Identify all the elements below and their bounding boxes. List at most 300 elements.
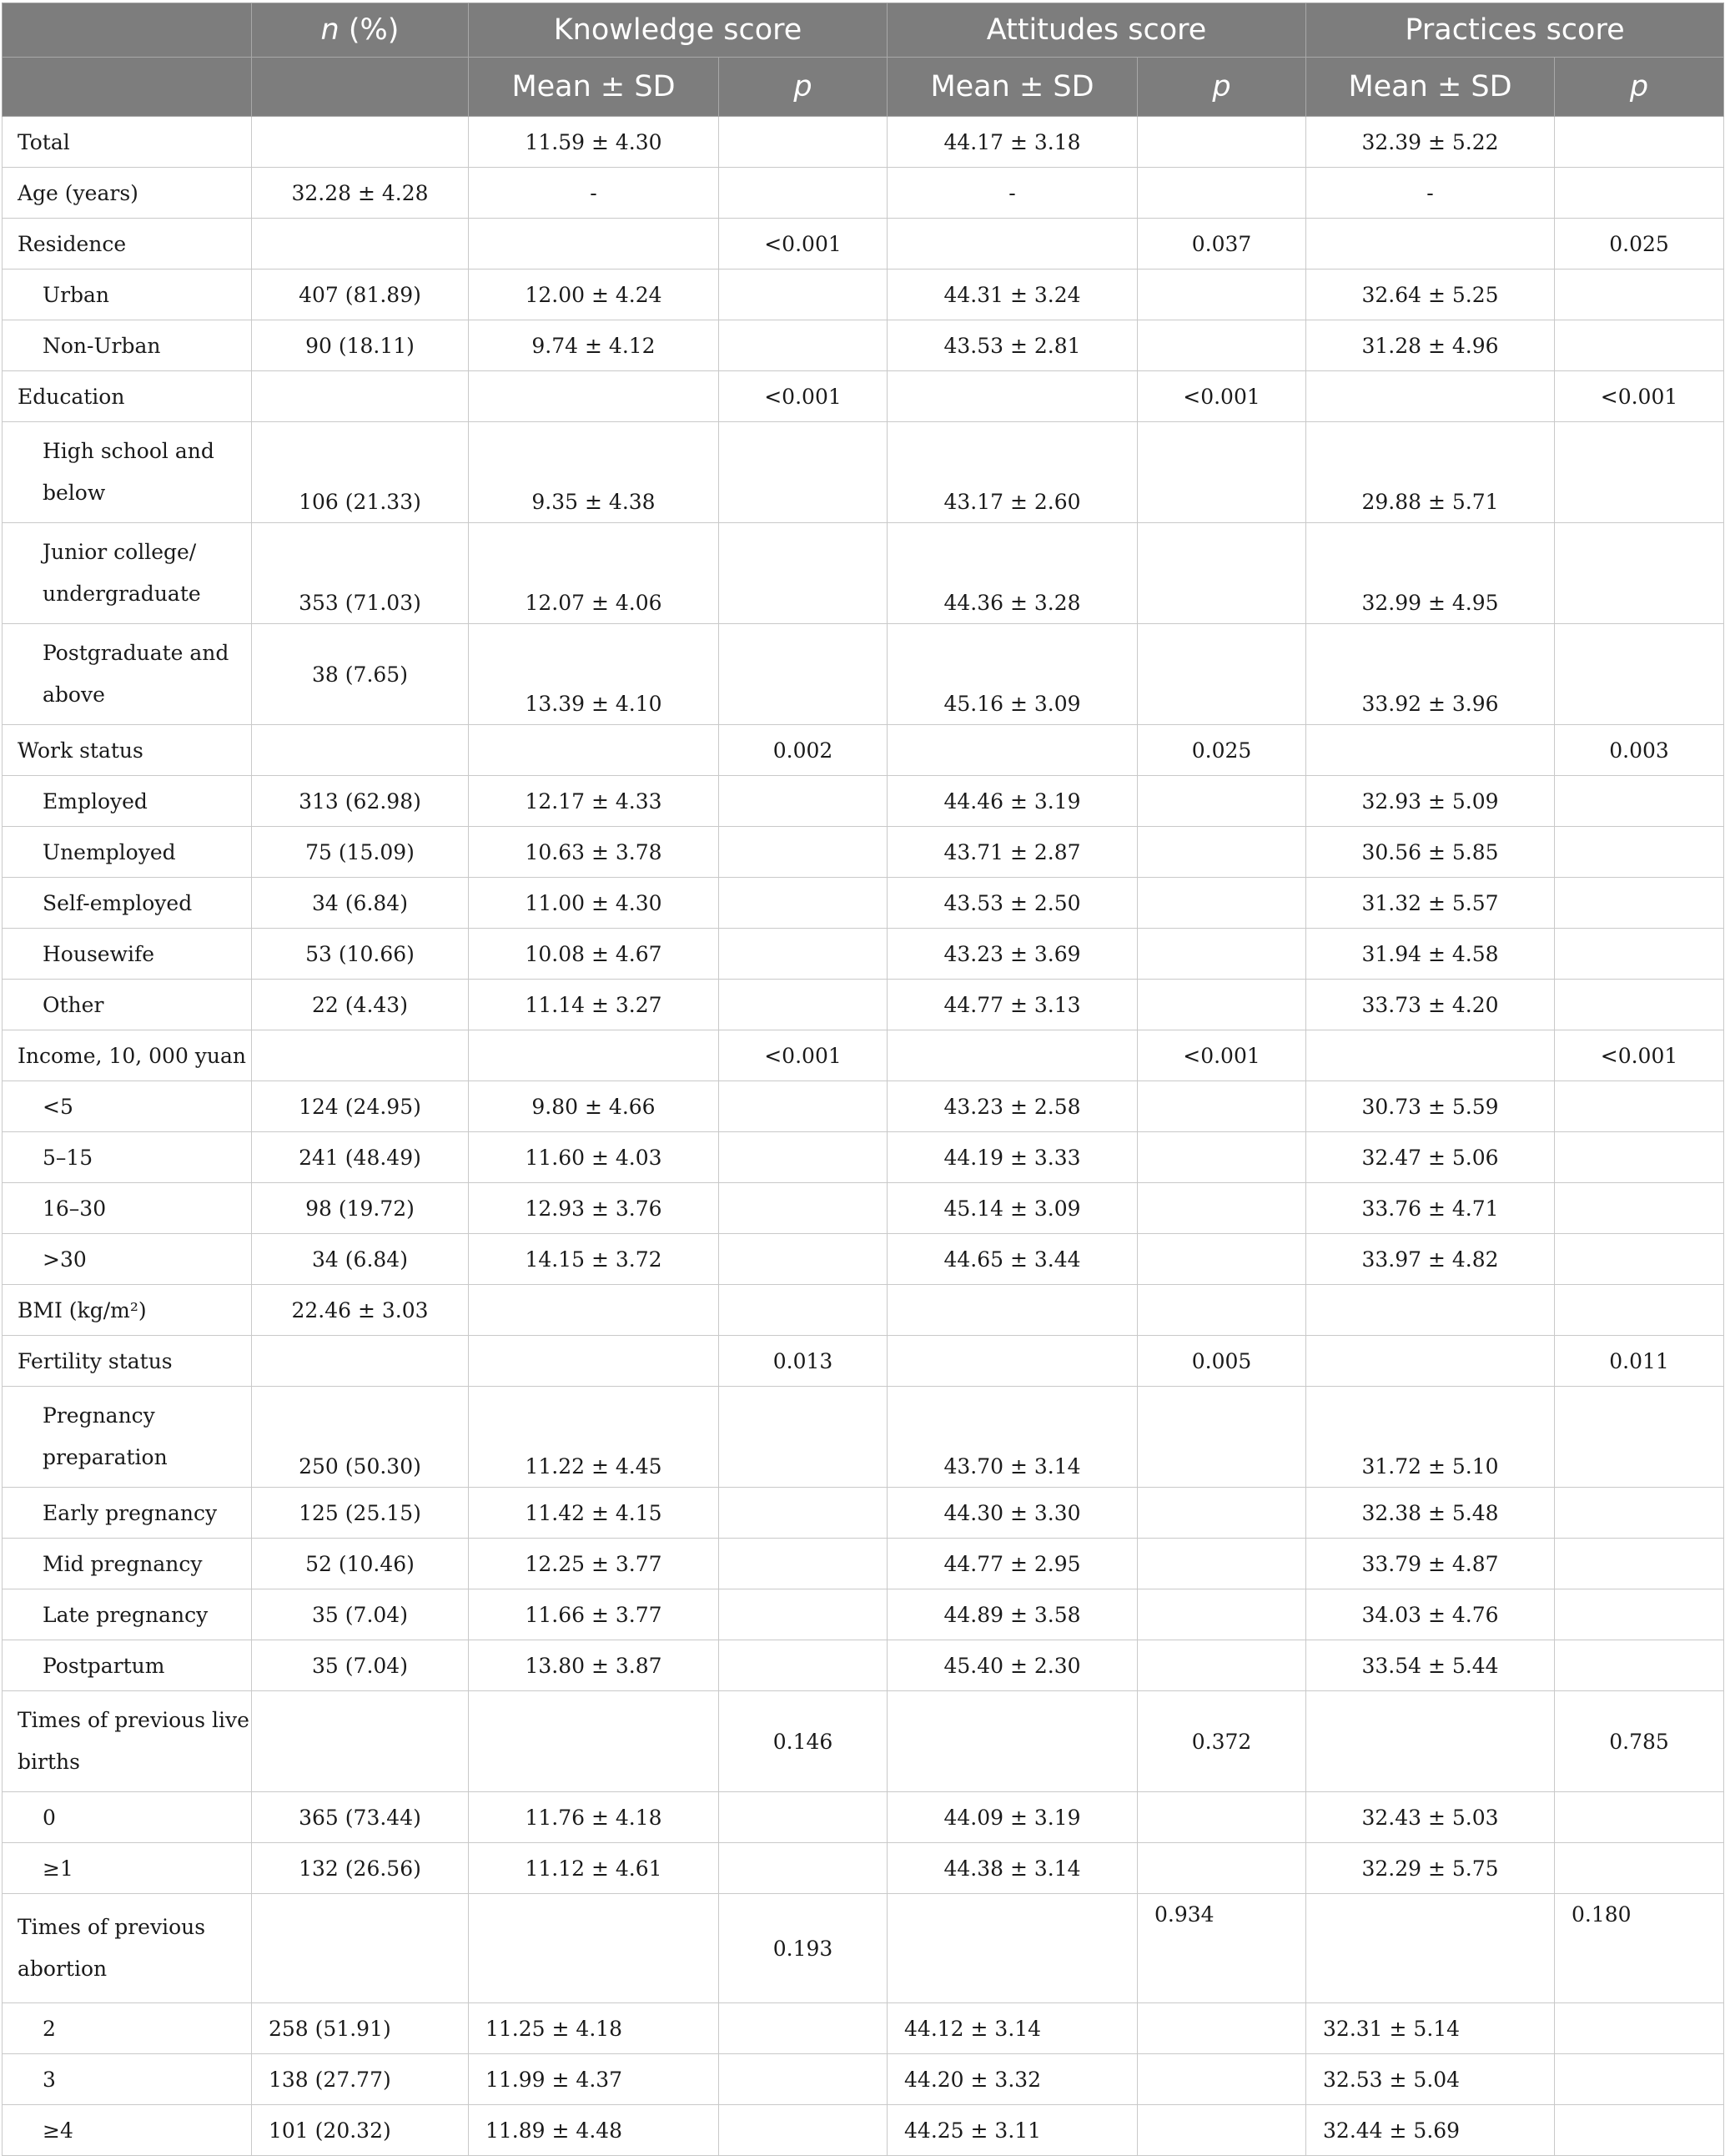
table-row xyxy=(3,1640,1724,1691)
cell-attitudes-mean-sd xyxy=(888,725,1138,776)
cell-knowledge-p xyxy=(719,1792,888,1843)
header-empty-cell xyxy=(252,58,469,117)
cell-n-pct: 407 (81.89) xyxy=(252,270,469,320)
cell-attitudes-mean-sd: 45.40 ± 2.30 xyxy=(888,1640,1138,1691)
cell-practices-mean-sd: 33.97 ± 4.82 xyxy=(1306,1234,1555,1285)
cell-knowledge-p xyxy=(719,1387,888,1488)
row-label: Postpartum xyxy=(3,1640,252,1691)
cell-practices-mean-sd: 32.93 ± 5.09 xyxy=(1306,776,1555,827)
cell-attitudes-mean-sd xyxy=(888,1285,1138,1336)
cell-practices-mean-sd: 32.64 ± 5.25 xyxy=(1306,270,1555,320)
cell-n-pct: 53 (10.66) xyxy=(252,929,469,980)
cell-practices-mean-sd: 32.43 ± 5.03 xyxy=(1306,1792,1555,1843)
cell-attitudes-mean-sd xyxy=(888,1336,1138,1387)
cell-practices-p: <0.001 xyxy=(1555,371,1724,422)
cell-knowledge-p xyxy=(719,1081,888,1132)
cell-knowledge-p xyxy=(719,1183,888,1234)
row-label: Work status xyxy=(3,725,252,776)
cell-attitudes-mean-sd: 43.17 ± 2.60 xyxy=(888,422,1138,523)
cell-knowledge-mean-sd: 11.89 ± 4.48 xyxy=(469,2105,719,2156)
cell-attitudes-mean-sd: 44.31 ± 3.24 xyxy=(888,270,1138,320)
cell-practices-mean-sd: 32.47 ± 5.06 xyxy=(1306,1132,1555,1183)
cell-practices-p xyxy=(1555,1234,1724,1285)
cell-attitudes-mean-sd: 44.36 ± 3.28 xyxy=(888,523,1138,624)
cell-practices-mean-sd: 32.31 ± 5.14 xyxy=(1306,2003,1555,2054)
cell-practices-p xyxy=(1555,320,1724,371)
cell-attitudes-mean-sd: 44.77 ± 2.95 xyxy=(888,1539,1138,1589)
cell-practices-p: <0.001 xyxy=(1555,1030,1724,1081)
row-label: Other xyxy=(3,980,252,1030)
cell-attitudes-mean-sd xyxy=(888,219,1138,270)
table-row xyxy=(3,1488,1724,1539)
header-empty-cell xyxy=(3,58,252,117)
table-row xyxy=(3,624,1724,725)
header-practices-score: Practices score xyxy=(1306,3,1724,58)
cell-knowledge-mean-sd: - xyxy=(469,168,719,219)
cell-practices-mean-sd: 34.03 ± 4.76 xyxy=(1306,1589,1555,1640)
cell-practices-p xyxy=(1555,929,1724,980)
cell-knowledge-mean-sd xyxy=(469,1030,719,1081)
cell-knowledge-p xyxy=(719,1132,888,1183)
cell-attitudes-p xyxy=(1138,2105,1306,2156)
cell-attitudes-p xyxy=(1138,2003,1306,2054)
row-label: ≥4 xyxy=(3,2105,252,2156)
table-row xyxy=(3,725,1724,776)
cell-attitudes-p: 0.025 xyxy=(1138,725,1306,776)
cell-practices-p xyxy=(1555,1589,1724,1640)
cell-practices-p xyxy=(1555,1081,1724,1132)
table-row xyxy=(3,1894,1724,2003)
cell-knowledge-p: <0.001 xyxy=(719,1030,888,1081)
cell-knowledge-mean-sd: 10.63 ± 3.78 xyxy=(469,827,719,878)
cell-n-pct: 353 (71.03) xyxy=(252,523,469,624)
cell-knowledge-mean-sd: 11.14 ± 3.27 xyxy=(469,980,719,1030)
cell-knowledge-p xyxy=(719,523,888,624)
cell-knowledge-p: 0.146 xyxy=(719,1691,888,1792)
cell-practices-mean-sd: 31.94 ± 4.58 xyxy=(1306,929,1555,980)
cell-attitudes-mean-sd: 44.09 ± 3.19 xyxy=(888,1792,1138,1843)
cell-practices-p xyxy=(1555,1285,1724,1336)
cell-n-pct: 22.46 ± 3.03 xyxy=(252,1285,469,1336)
row-label: Pregnancy preparation xyxy=(3,1387,252,1488)
cell-attitudes-p xyxy=(1138,624,1306,725)
cell-attitudes-mean-sd xyxy=(888,371,1138,422)
cell-knowledge-mean-sd xyxy=(469,1336,719,1387)
cell-knowledge-p xyxy=(719,776,888,827)
cell-n-pct: 132 (26.56) xyxy=(252,1843,469,1894)
cell-knowledge-mean-sd xyxy=(469,371,719,422)
cell-practices-p: 0.003 xyxy=(1555,725,1724,776)
cell-knowledge-p xyxy=(719,2105,888,2156)
cell-knowledge-p xyxy=(719,624,888,725)
cell-attitudes-mean-sd: 44.77 ± 3.13 xyxy=(888,980,1138,1030)
cell-practices-p xyxy=(1555,1792,1724,1843)
cell-practices-p xyxy=(1555,1132,1724,1183)
cell-practices-p xyxy=(1555,523,1724,624)
cell-n-pct: 38 (7.65) xyxy=(252,624,469,725)
cell-attitudes-p xyxy=(1138,878,1306,929)
table-row xyxy=(3,320,1724,371)
cell-attitudes-p: <0.001 xyxy=(1138,1030,1306,1081)
row-label: 0 xyxy=(3,1792,252,1843)
cell-attitudes-p xyxy=(1138,1792,1306,1843)
header-empty-cell xyxy=(3,3,252,58)
cell-knowledge-mean-sd xyxy=(469,1691,719,1792)
row-label: Income, 10, 000 yuan xyxy=(3,1030,252,1081)
cell-knowledge-mean-sd: 11.42 ± 4.15 xyxy=(469,1488,719,1539)
cell-knowledge-p xyxy=(719,929,888,980)
cell-knowledge-p xyxy=(719,2003,888,2054)
cell-knowledge-p xyxy=(719,1589,888,1640)
cell-practices-mean-sd: 31.28 ± 4.96 xyxy=(1306,320,1555,371)
cell-attitudes-mean-sd: 44.17 ± 3.18 xyxy=(888,117,1138,168)
cell-n-pct: 106 (21.33) xyxy=(252,422,469,523)
cell-attitudes-p xyxy=(1138,270,1306,320)
header-practices-mean-sd: Mean ± SD xyxy=(1306,58,1555,117)
cell-practices-p xyxy=(1555,1843,1724,1894)
cell-practices-mean-sd xyxy=(1306,219,1555,270)
table-row xyxy=(3,523,1724,624)
row-label: <5 xyxy=(3,1081,252,1132)
cell-practices-p xyxy=(1555,827,1724,878)
cell-knowledge-p xyxy=(719,980,888,1030)
cell-attitudes-mean-sd: 44.38 ± 3.14 xyxy=(888,1843,1138,1894)
cell-attitudes-mean-sd: 43.23 ± 2.58 xyxy=(888,1081,1138,1132)
cell-knowledge-mean-sd xyxy=(469,219,719,270)
cell-knowledge-mean-sd xyxy=(469,725,719,776)
cell-knowledge-p xyxy=(719,117,888,168)
cell-knowledge-mean-sd: 12.00 ± 4.24 xyxy=(469,270,719,320)
cell-knowledge-p xyxy=(719,827,888,878)
table-row xyxy=(3,980,1724,1030)
row-label: Postgraduate and above xyxy=(3,624,252,725)
row-label: Urban xyxy=(3,270,252,320)
row-label: Mid pregnancy xyxy=(3,1539,252,1589)
cell-practices-mean-sd: 32.38 ± 5.48 xyxy=(1306,1488,1555,1539)
cell-knowledge-mean-sd: 11.59 ± 4.30 xyxy=(469,117,719,168)
row-label: Education xyxy=(3,371,252,422)
cell-attitudes-mean-sd: 43.71 ± 2.87 xyxy=(888,827,1138,878)
cell-practices-mean-sd: 32.53 ± 5.04 xyxy=(1306,2054,1555,2105)
cell-n-pct: 34 (6.84) xyxy=(252,1234,469,1285)
cell-practices-mean-sd xyxy=(1306,1030,1555,1081)
row-label: Early pregnancy xyxy=(3,1488,252,1539)
table-header xyxy=(3,3,1724,117)
row-label: Times of previous live births xyxy=(3,1691,252,1792)
header-practices-p: p xyxy=(1555,58,1724,117)
cell-practices-p: 0.785 xyxy=(1555,1691,1724,1792)
cell-knowledge-p xyxy=(719,168,888,219)
cell-knowledge-p xyxy=(719,1285,888,1336)
cell-practices-p xyxy=(1555,168,1724,219)
cell-knowledge-p xyxy=(719,320,888,371)
cell-knowledge-p: 0.193 xyxy=(719,1894,888,2003)
row-label: Times of previous abortion xyxy=(3,1894,252,2003)
table-row xyxy=(3,1589,1724,1640)
cell-n-pct xyxy=(252,1336,469,1387)
cell-attitudes-mean-sd xyxy=(888,1691,1138,1792)
header-attitudes-mean-sd: Mean ± SD xyxy=(888,58,1138,117)
header-knowledge-p: p xyxy=(719,58,888,117)
cell-attitudes-mean-sd: 44.20 ± 3.32 xyxy=(888,2054,1138,2105)
cell-knowledge-mean-sd: 9.35 ± 4.38 xyxy=(469,422,719,523)
cell-practices-p xyxy=(1555,1488,1724,1539)
cell-practices-p xyxy=(1555,1387,1724,1488)
cell-n-pct xyxy=(252,725,469,776)
cell-practices-mean-sd: 33.54 ± 5.44 xyxy=(1306,1640,1555,1691)
cell-practices-p xyxy=(1555,270,1724,320)
cell-attitudes-mean-sd xyxy=(888,1030,1138,1081)
cell-practices-mean-sd xyxy=(1306,1285,1555,1336)
cell-attitudes-mean-sd: 43.53 ± 2.50 xyxy=(888,878,1138,929)
cell-knowledge-mean-sd: 10.08 ± 4.67 xyxy=(469,929,719,980)
table-row xyxy=(3,1691,1724,1792)
cell-practices-mean-sd: 32.44 ± 5.69 xyxy=(1306,2105,1555,2156)
cell-practices-mean-sd: - xyxy=(1306,168,1555,219)
cell-knowledge-p xyxy=(719,2054,888,2105)
header-n-pct: n (%) xyxy=(252,3,469,58)
table-row xyxy=(3,422,1724,523)
table-row xyxy=(3,929,1724,980)
row-label: ≥1 xyxy=(3,1843,252,1894)
row-label: Employed xyxy=(3,776,252,827)
cell-knowledge-mean-sd: 12.25 ± 3.77 xyxy=(469,1539,719,1589)
cell-n-pct: 98 (19.72) xyxy=(252,1183,469,1234)
cell-knowledge-mean-sd: 12.93 ± 3.76 xyxy=(469,1183,719,1234)
cell-knowledge-mean-sd: 14.15 ± 3.72 xyxy=(469,1234,719,1285)
table-row xyxy=(3,1234,1724,1285)
cell-n-pct: 313 (62.98) xyxy=(252,776,469,827)
cell-n-pct: 101 (20.32) xyxy=(252,2105,469,2156)
cell-n-pct: 124 (24.95) xyxy=(252,1081,469,1132)
cell-attitudes-p xyxy=(1138,117,1306,168)
cell-practices-mean-sd xyxy=(1306,1894,1555,2003)
cell-knowledge-mean-sd xyxy=(469,1285,719,1336)
cell-knowledge-mean-sd: 11.76 ± 4.18 xyxy=(469,1792,719,1843)
cell-practices-p xyxy=(1555,1539,1724,1589)
cell-n-pct: 52 (10.46) xyxy=(252,1539,469,1589)
row-label: Unemployed xyxy=(3,827,252,878)
cell-practices-p xyxy=(1555,422,1724,523)
cell-knowledge-mean-sd: 11.66 ± 3.77 xyxy=(469,1589,719,1640)
cell-practices-p xyxy=(1555,1183,1724,1234)
cell-practices-mean-sd: 29.88 ± 5.71 xyxy=(1306,422,1555,523)
cell-practices-p xyxy=(1555,624,1724,725)
cell-knowledge-p: 0.013 xyxy=(719,1336,888,1387)
cell-attitudes-p xyxy=(1138,2054,1306,2105)
row-label: Age (years) xyxy=(3,168,252,219)
cell-practices-p xyxy=(1555,117,1724,168)
cell-attitudes-p xyxy=(1138,1589,1306,1640)
cell-n-pct xyxy=(252,1691,469,1792)
cell-practices-mean-sd: 33.92 ± 3.96 xyxy=(1306,624,1555,725)
table-row xyxy=(3,1285,1724,1336)
cell-attitudes-p xyxy=(1138,1488,1306,1539)
cell-attitudes-mean-sd: 44.30 ± 3.30 xyxy=(888,1488,1138,1539)
cell-knowledge-p xyxy=(719,878,888,929)
cell-attitudes-p: 0.934 xyxy=(1138,1894,1306,2003)
cell-practices-mean-sd: 30.56 ± 5.85 xyxy=(1306,827,1555,878)
table-row xyxy=(3,878,1724,929)
cell-n-pct: 250 (50.30) xyxy=(252,1387,469,1488)
cell-n-pct xyxy=(252,1030,469,1081)
cell-practices-mean-sd: 31.72 ± 5.10 xyxy=(1306,1387,1555,1488)
cell-attitudes-p xyxy=(1138,776,1306,827)
cell-practices-p: 0.011 xyxy=(1555,1336,1724,1387)
table-row xyxy=(3,1030,1724,1081)
cell-attitudes-p xyxy=(1138,1387,1306,1488)
cell-practices-mean-sd xyxy=(1306,1336,1555,1387)
cell-attitudes-mean-sd: 44.89 ± 3.58 xyxy=(888,1589,1138,1640)
cell-attitudes-mean-sd: 45.14 ± 3.09 xyxy=(888,1183,1138,1234)
cell-knowledge-mean-sd: 12.17 ± 4.33 xyxy=(469,776,719,827)
cell-attitudes-p: 0.372 xyxy=(1138,1691,1306,1792)
row-label: Non-Urban xyxy=(3,320,252,371)
cell-attitudes-p xyxy=(1138,1843,1306,1894)
cell-knowledge-p xyxy=(719,422,888,523)
cell-practices-mean-sd xyxy=(1306,725,1555,776)
cell-attitudes-mean-sd: 44.65 ± 3.44 xyxy=(888,1234,1138,1285)
cell-practices-p xyxy=(1555,980,1724,1030)
cell-attitudes-p xyxy=(1138,1081,1306,1132)
table-row xyxy=(3,776,1724,827)
table-row xyxy=(3,371,1724,422)
cell-attitudes-mean-sd: 44.12 ± 3.14 xyxy=(888,2003,1138,2054)
header-knowledge-mean-sd: Mean ± SD xyxy=(469,58,719,117)
cell-knowledge-mean-sd: 11.00 ± 4.30 xyxy=(469,878,719,929)
cell-attitudes-p xyxy=(1138,1640,1306,1691)
cell-knowledge-p xyxy=(719,270,888,320)
cell-attitudes-p xyxy=(1138,1234,1306,1285)
row-label: 2 xyxy=(3,2003,252,2054)
row-label: 3 xyxy=(3,2054,252,2105)
cell-practices-mean-sd: 33.73 ± 4.20 xyxy=(1306,980,1555,1030)
kap-score-table xyxy=(2,3,1724,2156)
cell-attitudes-p xyxy=(1138,1183,1306,1234)
cell-knowledge-p xyxy=(719,1843,888,1894)
table-row xyxy=(3,2054,1724,2105)
cell-practices-mean-sd: 30.73 ± 5.59 xyxy=(1306,1081,1555,1132)
cell-n-pct xyxy=(252,219,469,270)
cell-attitudes-mean-sd xyxy=(888,1894,1138,2003)
row-label: >30 xyxy=(3,1234,252,1285)
cell-attitudes-p: <0.001 xyxy=(1138,371,1306,422)
cell-knowledge-p: <0.001 xyxy=(719,371,888,422)
cell-n-pct xyxy=(252,1894,469,2003)
cell-n-pct xyxy=(252,371,469,422)
cell-knowledge-mean-sd: 11.22 ± 4.45 xyxy=(469,1387,719,1488)
row-label: 5–15 xyxy=(3,1132,252,1183)
cell-attitudes-mean-sd: 43.70 ± 3.14 xyxy=(888,1387,1138,1488)
cell-attitudes-p xyxy=(1138,320,1306,371)
cell-practices-p xyxy=(1555,1640,1724,1691)
header-attitudes-score: Attitudes score xyxy=(888,3,1306,58)
table-row xyxy=(3,1132,1724,1183)
row-label: Residence xyxy=(3,219,252,270)
table-body xyxy=(3,117,1724,2156)
cell-attitudes-p xyxy=(1138,980,1306,1030)
cell-practices-p xyxy=(1555,2105,1724,2156)
table-row xyxy=(3,1792,1724,1843)
cell-attitudes-p xyxy=(1138,523,1306,624)
row-label: Fertility status xyxy=(3,1336,252,1387)
table-row xyxy=(3,1387,1724,1488)
cell-attitudes-mean-sd: 43.23 ± 3.69 xyxy=(888,929,1138,980)
cell-attitudes-p: 0.037 xyxy=(1138,219,1306,270)
cell-practices-p xyxy=(1555,2054,1724,2105)
cell-n-pct: 90 (18.11) xyxy=(252,320,469,371)
cell-knowledge-mean-sd: 11.12 ± 4.61 xyxy=(469,1843,719,1894)
cell-practices-mean-sd xyxy=(1306,1691,1555,1792)
row-label: Junior college/ undergraduate xyxy=(3,523,252,624)
cell-practices-mean-sd: 32.99 ± 4.95 xyxy=(1306,523,1555,624)
cell-knowledge-mean-sd: 11.25 ± 4.18 xyxy=(469,2003,719,2054)
cell-attitudes-p xyxy=(1138,422,1306,523)
cell-attitudes-p xyxy=(1138,1285,1306,1336)
table-row xyxy=(3,1843,1724,1894)
cell-n-pct: 35 (7.04) xyxy=(252,1589,469,1640)
cell-attitudes-p xyxy=(1138,827,1306,878)
table-row xyxy=(3,1336,1724,1387)
row-label: Total xyxy=(3,117,252,168)
cell-n-pct: 258 (51.91) xyxy=(252,2003,469,2054)
table-row xyxy=(3,219,1724,270)
cell-attitudes-mean-sd: 43.53 ± 2.81 xyxy=(888,320,1138,371)
cell-attitudes-mean-sd: 44.46 ± 3.19 xyxy=(888,776,1138,827)
cell-knowledge-mean-sd: 11.99 ± 4.37 xyxy=(469,2054,719,2105)
cell-n-pct: 75 (15.09) xyxy=(252,827,469,878)
cell-knowledge-mean-sd: 11.60 ± 4.03 xyxy=(469,1132,719,1183)
cell-knowledge-p xyxy=(719,1488,888,1539)
cell-knowledge-p xyxy=(719,1539,888,1589)
cell-attitudes-mean-sd: 45.16 ± 3.09 xyxy=(888,624,1138,725)
header-knowledge-score: Knowledge score xyxy=(469,3,888,58)
table-row xyxy=(3,270,1724,320)
cell-n-pct: 365 (73.44) xyxy=(252,1792,469,1843)
cell-n-pct: 34 (6.84) xyxy=(252,878,469,929)
cell-n-pct: 241 (48.49) xyxy=(252,1132,469,1183)
table-row xyxy=(3,2105,1724,2156)
cell-knowledge-mean-sd: 9.74 ± 4.12 xyxy=(469,320,719,371)
cell-knowledge-p xyxy=(719,1234,888,1285)
cell-attitudes-mean-sd: 44.19 ± 3.33 xyxy=(888,1132,1138,1183)
cell-attitudes-p xyxy=(1138,929,1306,980)
table-row xyxy=(3,1081,1724,1132)
cell-practices-mean-sd: 32.39 ± 5.22 xyxy=(1306,117,1555,168)
cell-n-pct: 35 (7.04) xyxy=(252,1640,469,1691)
cell-knowledge-mean-sd: 12.07 ± 4.06 xyxy=(469,523,719,624)
cell-knowledge-mean-sd: 9.80 ± 4.66 xyxy=(469,1081,719,1132)
cell-attitudes-p xyxy=(1138,168,1306,219)
table-row xyxy=(3,827,1724,878)
cell-n-pct: 138 (27.77) xyxy=(252,2054,469,2105)
cell-knowledge-p xyxy=(719,1640,888,1691)
row-label: Late pregnancy xyxy=(3,1589,252,1640)
cell-attitudes-p xyxy=(1138,1539,1306,1589)
cell-practices-p: 0.025 xyxy=(1555,219,1724,270)
cell-practices-p xyxy=(1555,2003,1724,2054)
cell-attitudes-p xyxy=(1138,1132,1306,1183)
table-row xyxy=(3,1183,1724,1234)
cell-knowledge-mean-sd: 13.80 ± 3.87 xyxy=(469,1640,719,1691)
table-row xyxy=(3,117,1724,168)
cell-knowledge-mean-sd: 13.39 ± 4.10 xyxy=(469,624,719,725)
cell-practices-p xyxy=(1555,878,1724,929)
row-label: BMI (kg/m²) xyxy=(3,1285,252,1336)
cell-knowledge-p: 0.002 xyxy=(719,725,888,776)
cell-practices-mean-sd: 32.29 ± 5.75 xyxy=(1306,1843,1555,1894)
cell-n-pct: 32.28 ± 4.28 xyxy=(252,168,469,219)
